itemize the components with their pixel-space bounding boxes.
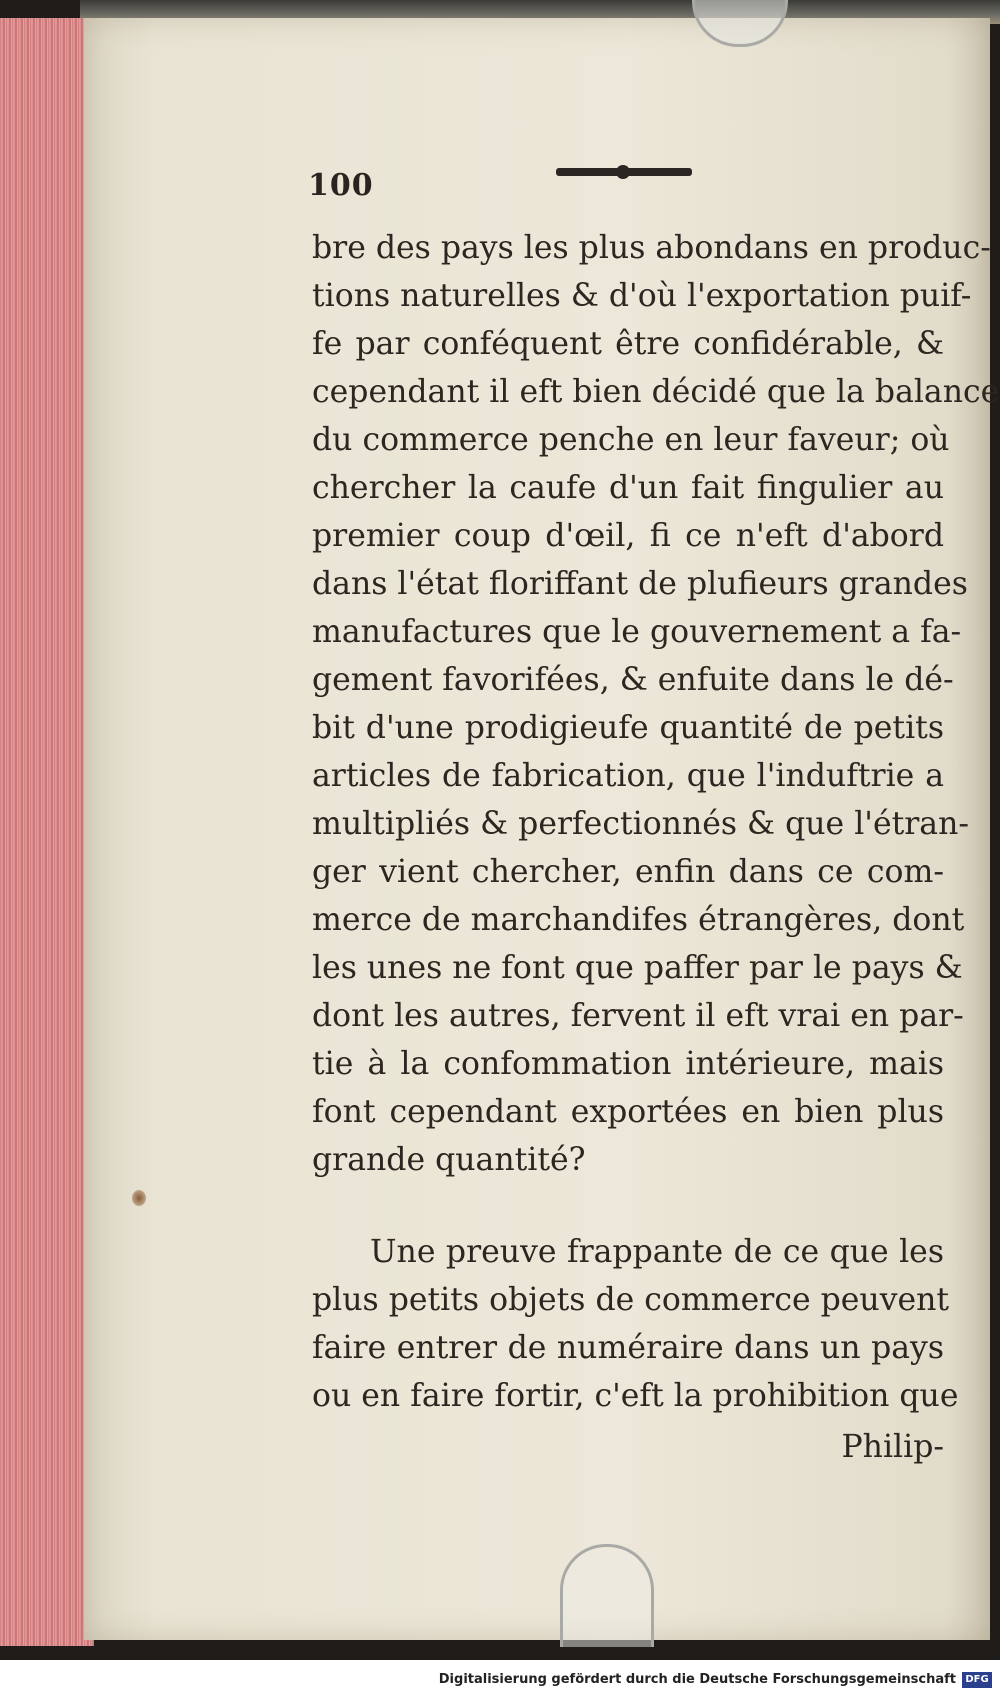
text-line: premier coup d'œil, fi ce n'eft d'abord [312, 518, 944, 554]
text-line: tions naturelles & d'où l'exportation puif- [312, 278, 972, 314]
paragraph-2 [312, 1228, 959, 1420]
text-line: plus petits objets de commerce peuvent [312, 1282, 950, 1318]
text-line: tie à la confommation intérieure, mais [312, 1046, 944, 1082]
header-ornament-rule [556, 168, 692, 176]
footer-credit: Digitalisierung gefördert durch die Deutsche Forschungsgemeinschaft [438, 1672, 956, 1687]
text-line: dans l'état floriffant de plufieurs grandes [312, 566, 968, 602]
digitization-footer [0, 1668, 1000, 1694]
text-line: merce de marchandifes étrangères, dont [312, 902, 965, 938]
text-line: ou en faire fortir, c'eft la prohibition que [312, 1378, 959, 1414]
text-line: ger vient chercher, enfin dans ce com- [312, 854, 944, 890]
text-line: gement favorifées, & enfuite dans le dé- [312, 662, 954, 698]
text-line: manufactures que le gouvernement a fa- [312, 614, 962, 650]
text-line: multipliés & perfectionnés & que l'étran- [312, 806, 970, 842]
book-page-edges [0, 18, 94, 1646]
text-line: grande quantité? [312, 1142, 586, 1178]
text-line: dont les autres, fervent il eft vrai en par- [312, 998, 964, 1034]
text-line: fe par conféquent être confidérable, & [312, 326, 944, 362]
text-line: du commerce penche en leur faveur; où [312, 422, 950, 458]
text-line: chercher la caufe d'un fait fingulier au [312, 470, 944, 506]
text-line: articles de fabrication, que l'induftrie a [312, 758, 944, 794]
text-line: bre des pays les plus abondans en produc- [312, 230, 991, 266]
text-line: bit d'une prodigieufe quantité de petits [312, 710, 944, 746]
text-line: Une preuve frappante de ce que les [370, 1234, 944, 1270]
text-line: font cependant exportées en bien plus [312, 1094, 944, 1130]
page-number: 100 [308, 168, 374, 203]
paragraph-1 [312, 224, 1000, 1184]
text-line: les unes ne font que paffer par le pays & [312, 950, 963, 986]
paper-stain [132, 1190, 146, 1206]
page-clip-bottom [560, 1544, 654, 1647]
catchword: Philip- [841, 1429, 944, 1465]
text-line: faire entrer de numéraire dans un pays [312, 1330, 944, 1366]
text-line: cependant il eft bien décidé que la balance [312, 374, 1000, 410]
dfg-logo: DFG [962, 1672, 992, 1688]
